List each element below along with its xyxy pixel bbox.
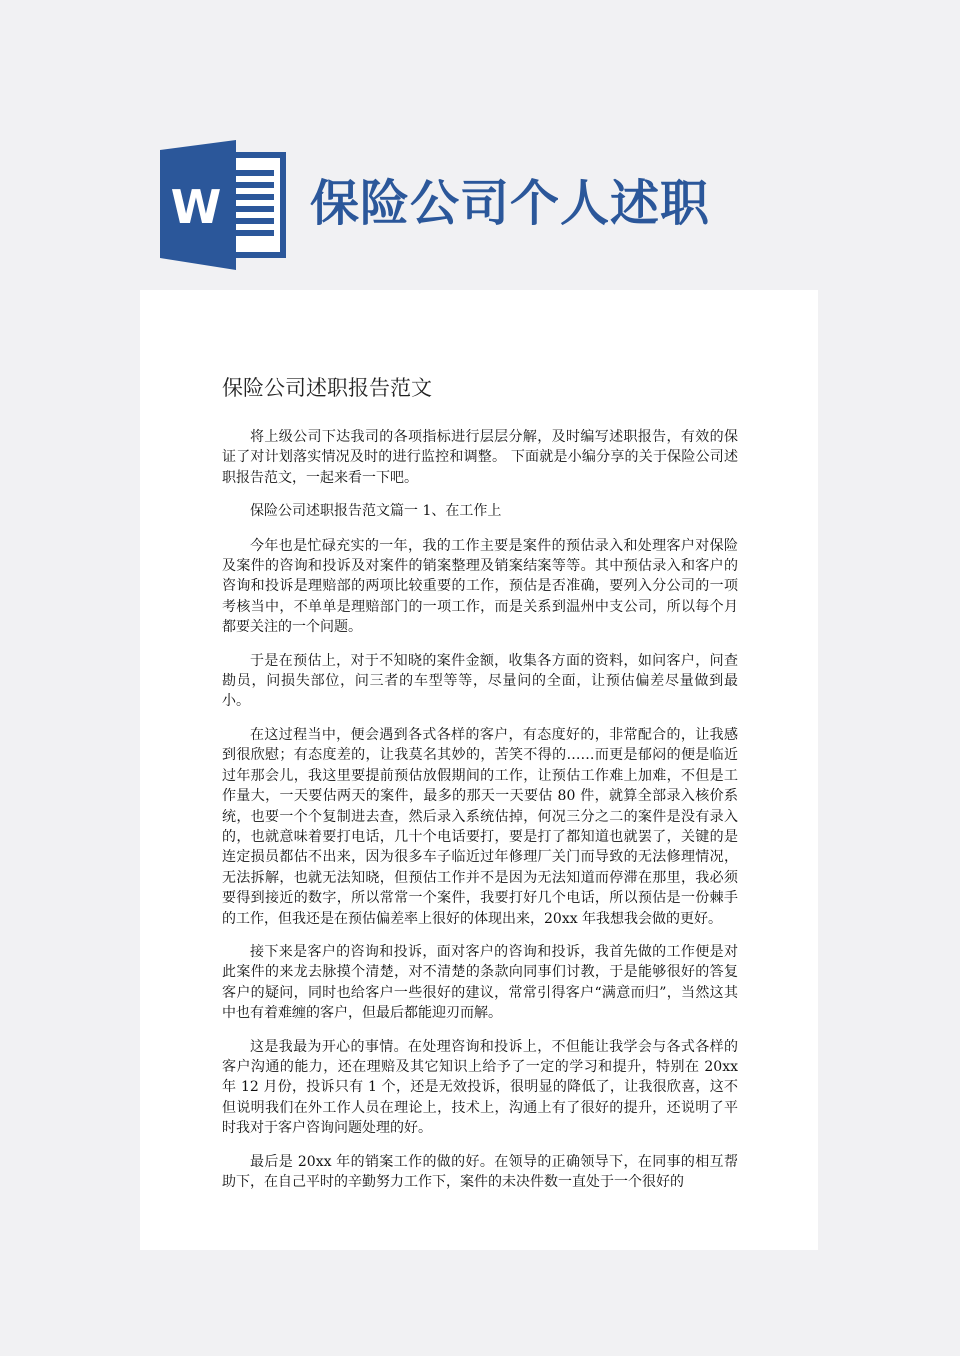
section-heading: 保险公司述职报告范文篇一 1、在工作上: [250, 503, 502, 520]
paragraph: 这是我最为开心的事情。在处理咨询和投诉上，不但能让我学会与各式各样的客户沟通的能力，还在理赔及其它知识上给予了一定的学习和提升，特别在 20xx 年 12 月份，投诉只有 1 个，还是无效投诉，很明显的降低了，让我很欣喜，这不但说明我们在外工作人员在理论上，技术上，沟通上有了很好的提升，还说明了平时我对于客户咨询问题处理的好。: [222, 1038, 738, 1137]
word-document-icon: [160, 140, 290, 270]
paragraph: 于是在预估上，对于不知晓的案件金额，收集各方面的资料，如问客户，问查勘员，问损失部位，问三者的车型等等，尽量问的全面，让预估偏差尽量做到最小。: [222, 652, 738, 710]
word-logo-letter: W: [170, 180, 222, 234]
word-logo-graphic: [160, 140, 290, 270]
document-body: [222, 427, 738, 1205]
paragraph: 今年也是忙碌充实的一年，我的工作主要是案件的预估录入和处理客户对保险及案件的咨询和投诉及对案件的销案整理及销案结案等等。其中预估录入和客户的咨询和投诉是理赔部的两项比较重要的工作，预估是否准确，要列入分公司的一项考核当中，不单单是理赔部门的一项工作，而是关系到温州中支公司，所以每个月都要关注的一个问题。: [222, 537, 738, 636]
paragraph: 最后是 20xx 年的销案工作的做的好。在领导的正确领导下，在同事的相互帮助下，在自己平时的辛勤努力工作下，案件的未决件数一直处于一个很好的: [222, 1153, 738, 1190]
document-page: [140, 290, 818, 1250]
paragraph: 在这过程当中，便会遇到各式各样的客户，有态度好的，非常配合的，让我感到很欣慰；有态度差的，让我莫名其妙的，苦笑不得的……而更是郁闷的便是临近过年那会儿，我这里要提前预估放假期间的工作，让预估工作难上加难，不但是工作量大，一天要估两天的案件，最多的那天一天要估 80 件，就算全部录入核价系统，也要一个个复制进去查，然后录入系统估掉，何况三分之二的案件是没有录入的，也就意味着要打电话，几十个电话要打，要是打了都知道也就罢了，关键的是连定损员都估不出来，因为很多车子临近过年修理厂关门而导致的无法修理情况，无法拆解，也就无法知晓，但预估工作并不是因为无法知道而停滞在那里，我必须要得到接近的数字，所以常常一个案件，我要打好几个电话，所以预估是一份棘手的工作，但我还是在预估偏差率上很好的体现出来，20xx 年我想我会做的更好。: [222, 726, 738, 927]
document-title: 保险公司述职报告范文: [222, 376, 432, 400]
paragraph: 接下来是客户的咨询和投诉，面对客户的咨询和投诉，我首先做的工作便是对此案件的来龙去脉摸个清楚，对不清楚的条款向同事们讨教，于是能够很好的答复客户的疑问，同时也给客户一些很好的建议，常常引得客户“满意而归”，当然这其中也有着难缠的客户，但最后都能迎刃而解。: [222, 943, 738, 1022]
paragraph: 将上级公司下达我司的各项指标进行层层分解，及时编写述职报告，有效的保证了对计划落实情况及时的进行监控和调整。 下面就是小编分享的关于保险公司述职报告范文，一起来看一下吧。: [222, 429, 738, 486]
header-title: 保险公司个人述职: [310, 175, 711, 232]
